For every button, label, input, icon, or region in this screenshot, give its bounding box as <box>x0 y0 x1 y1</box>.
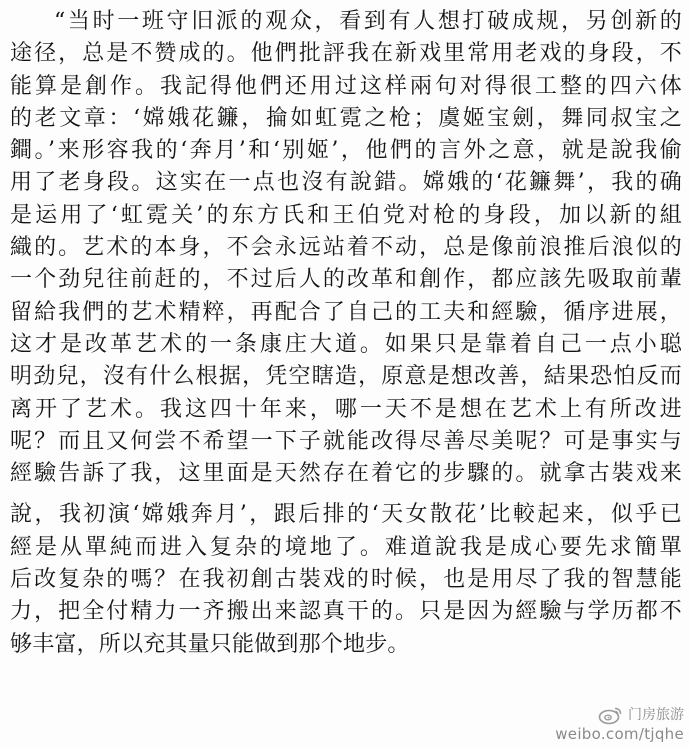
text-line: 留給我們的艺术精粹，再配合了自己的工夫和經驗，循序进展， <box>10 299 682 325</box>
text-line: 力，把全付精力一齐搬出来認真干的。只是因为經驗与学历都不 <box>10 599 682 625</box>
text-line: 用了老身段。这实在一点也沒有說錯。嫦娥的‘花鐮舞’，我的确 <box>10 170 682 196</box>
watermark-handle: 门房旅游 <box>628 707 684 723</box>
text-line: 能算是創作。我記得他們还用过这样兩句对得很工整的四六体 <box>10 73 682 99</box>
text-line: “当时一班守旧派的观众，看到有人想打破成规，另创新的 <box>54 9 682 34</box>
text-line: 經驗告訴了我，这里面是天然存在着它的步驟的。就拿古裝戏来 <box>10 461 682 487</box>
watermark-handle-row <box>555 705 684 725</box>
text-line: 鐧。’来形容我的‘奔月’和‘别姬’，他們的言外之意，就是說我偷 <box>10 138 682 164</box>
text-line: 途径，总是不赞成的。他們批評我在新戏里常用老戏的身段，不 <box>10 41 682 67</box>
text-line: 一个劲兒往前赶的，不过后人的改革和創作，都应該先吸取前輩 <box>10 267 682 293</box>
watermark-url: weibo.com/tjqhe <box>555 725 684 743</box>
text-line: 这才是改革艺术的一条康庄大道。如果只是靠着自己一点小聪 <box>10 331 682 357</box>
text-line: 織的。艺术的本身，不会永远站着不动，总是像前浪推后浪似的 <box>10 235 682 261</box>
text-line: 离开了艺术。我这四十年来，哪一天不是想在艺术上有所改进 <box>10 396 682 422</box>
article-text <box>10 6 682 661</box>
watermark <box>555 705 684 743</box>
text-line: 够丰富，所以充其量只能做到那个地步。 <box>10 631 410 657</box>
text-line: 明劲兒，沒有什么根据，凭空瞎造，原意是想改善，結果恐怕反而 <box>10 364 682 390</box>
text-line: 呢？而且又何尝不希望一下子就能改得尽善尽美呢？可是事实与 <box>10 428 682 454</box>
text-line: 經是从單純而进入复杂的境地了。难道說我是成心要先求簡單 <box>10 534 682 560</box>
text-line: 說，我初演‘嫦娥奔月’，跟后排的‘天女散花’比較起来，似乎已 <box>10 502 682 528</box>
text-line: 的老文章：‘嫦娥花鐮，掄如虹霓之枪；虞姬宝劍，舞同叔宝之 <box>10 105 682 131</box>
text-line: 是运用了‘虹霓关’的东方氏和王伯党对枪的身段，加以新的組 <box>10 202 682 228</box>
weibo-logo-icon <box>598 705 624 725</box>
text-line: 后改复杂的嗎？在我初創古裝戏的时候，也是用尽了我的智慧能 <box>10 567 682 593</box>
